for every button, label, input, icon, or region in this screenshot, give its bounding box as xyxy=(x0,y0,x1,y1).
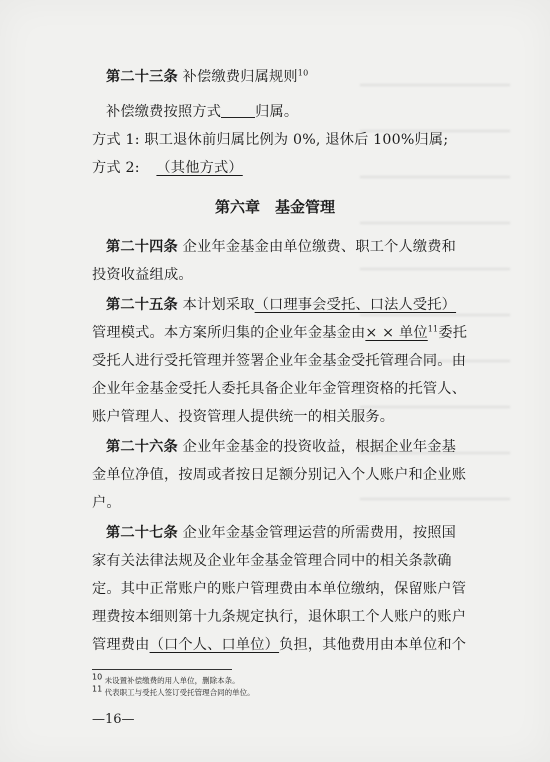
footnote-11: 11 代表职工与受托人签订受托管理合同的单位。 xyxy=(92,684,255,697)
blank-underline xyxy=(221,103,255,118)
article-25-line4: 企业年金基金受托人委托具备企业年金管理资格的托管人、 xyxy=(92,381,467,397)
article-23-title: 补偿缴费归属规则 xyxy=(182,69,298,85)
article-27-line2: 家有关法律法规及企业年金基金管理合同中的相关条款确 xyxy=(92,553,452,569)
footnote-10: 10 未设置补偿缴费的用人单位，删除本条。 xyxy=(92,672,240,685)
article-26-line1: 第二十六条 企业年金基金的投资收益，根据企业年金基 xyxy=(106,439,457,455)
article-24-line1: 第二十四条 企业年金基金由单位缴费、职工个人缴费和 xyxy=(106,239,457,255)
article-25-line2: 管理模式。本方案所归集的企业年金基金由× × 单位$^{11}$委托 xyxy=(92,324,468,341)
footnote-divider xyxy=(92,669,232,670)
article-26-heading: 第二十六条 xyxy=(106,439,178,455)
article-23-method2: 方式 2: （其他方式） xyxy=(92,160,243,176)
article-23-line1: 补偿缴费按照方式 归属。 xyxy=(106,104,299,120)
article-26-line3: 户。 xyxy=(92,495,121,511)
article-27-heading: 第二十七条 xyxy=(106,525,178,541)
article-25-line5: 账户管理人、投资管理人提供统一的相关服务。 xyxy=(92,409,395,425)
chapter-title: 第六章 基金管理 xyxy=(214,198,335,216)
article-25-line1: 第二十五条 本计划采取（口理事会受托、口法人受托） xyxy=(106,297,457,313)
article-24-heading: 第二十四条 xyxy=(106,239,178,255)
page-number: —16— xyxy=(92,712,135,727)
footnote-ref-10: 10 xyxy=(297,68,309,78)
article-23-heading-line xyxy=(106,66,486,86)
article-27-line4: 理费按本细则第十九条规定执行，退休职工个人账户的账户 xyxy=(92,609,467,625)
article-27-line3: 定。其中正常账户的账户管理费由本单位缴纳，保留账户管 xyxy=(92,581,467,597)
article-26-line2: 金单位净值，按周或者按日足额分别记入个人账户和企业账 xyxy=(92,467,467,483)
article-24-line2: 投资收益组成。 xyxy=(92,267,193,283)
article-25-line3: 受托人进行受托管理并签署企业年金基金受托管理合同。由 xyxy=(92,353,467,369)
article-23-heading: 第二十三条 xyxy=(106,69,178,85)
article-27-line1: 第二十七条 企业年金基金管理运营的所需费用，按照国 xyxy=(106,525,457,541)
footnote-ref-11: 11 xyxy=(427,324,439,334)
article-27-line5: 管理费由（口个人、口单位）负担，其他费用由本单位和个 xyxy=(92,637,467,653)
article-25-heading: 第二十五条 xyxy=(106,297,178,313)
article-23-method1: 方式 1: 职工退休前归属比例为 0%, 退休后 100%归属; xyxy=(92,132,449,148)
